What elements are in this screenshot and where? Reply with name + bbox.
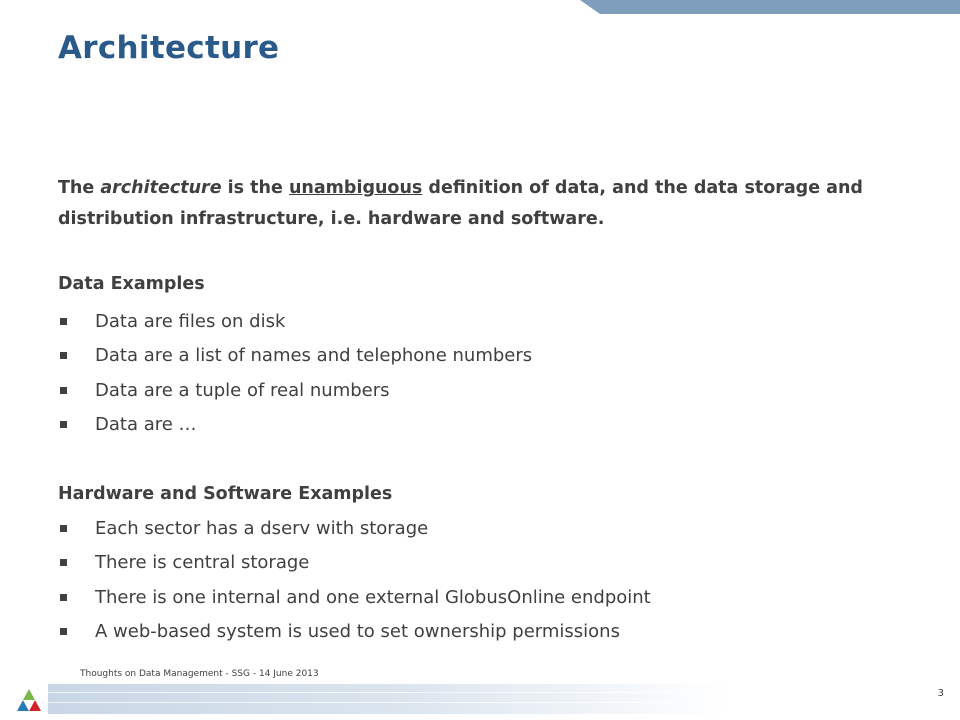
square-bullet-icon [60,421,67,428]
intro-underlined: unambiguous [288,178,423,198]
intro-paragraph [58,173,908,235]
list-item [58,580,651,615]
hw-sw-examples-list [58,511,651,649]
list-item-text: Data are a tuple of real numbers [95,379,390,401]
list-item [58,373,532,408]
list-item-text: Data are … [95,414,197,436]
data-examples-heading: Data Examples [58,274,205,294]
square-bullet-icon [60,594,67,601]
hw-sw-examples-heading: Hardware and Software Examples [58,484,393,504]
list-item-text: Data are files on disk [95,310,286,332]
list-item [58,546,651,581]
list-item-text: There is one internal and one external GlobusOnline endpoint [95,586,651,608]
intro-text-1: The [58,178,101,198]
intro-text-2: is the [221,178,289,198]
list-item-text: A web-based system is used to set ownership permissions [95,621,620,643]
intro-text-3: definition of data, and the data storage and distribution infrastructure, i.e. hardware and software. [58,178,863,229]
top-accent-bar [580,0,960,14]
data-examples-list [58,304,532,442]
list-item [58,511,651,546]
list-item [58,408,532,443]
list-item-text: There is central storage [95,552,310,574]
argonne-logo-icon [16,688,42,712]
square-bullet-icon [60,628,67,635]
square-bullet-icon [60,318,67,325]
square-bullet-icon [60,352,67,359]
list-item [58,339,532,374]
page-number: 3 [937,688,944,699]
square-bullet-icon [60,559,67,566]
square-bullet-icon [60,387,67,394]
list-item [58,615,651,650]
intro-emphasis: architecture [100,178,222,198]
slide-title: Architecture [58,30,280,66]
list-item-text: Data are a list of names and telephone numbers [95,345,533,367]
list-item-text: Each sector has a dserv with storage [95,517,429,539]
footer-band [48,684,728,714]
square-bullet-icon [60,525,67,532]
list-item [58,304,532,339]
footer-text: Thoughts on Data Management - SSG - 14 June 2013 [80,669,319,679]
